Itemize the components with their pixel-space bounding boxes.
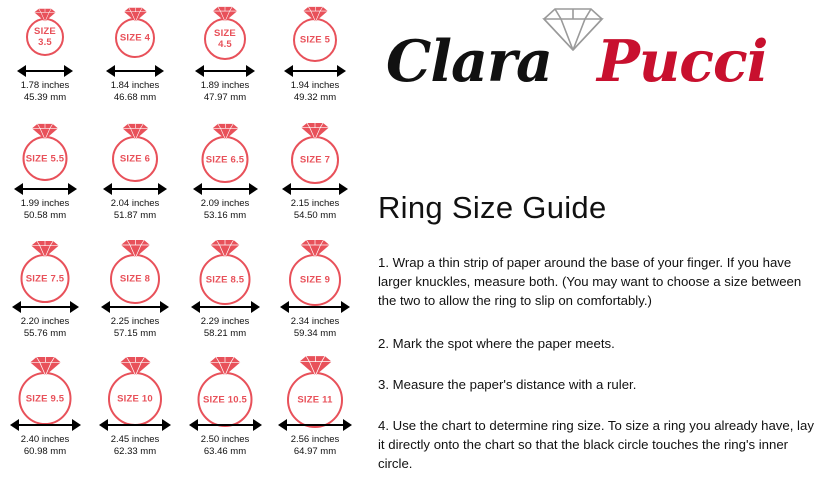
ring-band (112, 136, 158, 182)
page-title: Ring Size Guide (378, 190, 607, 225)
ring-diameter-mm: 62.33 mm (113, 445, 157, 457)
ring-band (289, 254, 341, 306)
ring-illustration (0, 356, 90, 418)
ring-size-cell (90, 2, 180, 120)
guide-step-4-number: 4. (378, 418, 389, 433)
ring-illustration (90, 356, 180, 418)
ring-illustration (90, 238, 180, 300)
guide-step-1 (378, 253, 823, 310)
ring-band (26, 18, 64, 56)
guide-step-2 (378, 334, 823, 353)
ring-band (115, 18, 155, 58)
ring-diameter-inches: 2.34 inches (290, 316, 340, 327)
ring-band (204, 18, 246, 60)
diameter-arrow (90, 64, 180, 78)
ring-diameter-inches: 1.89 inches (200, 80, 250, 91)
ring-band (23, 136, 68, 181)
diameter-arrow (270, 64, 360, 78)
diameter-arrow (0, 182, 90, 196)
ring-illustration (0, 2, 90, 64)
ring-row (0, 2, 362, 120)
ring-size-label: SIZE 7 (299, 154, 331, 166)
ring-row (0, 238, 362, 356)
ring-row (0, 356, 362, 474)
guide-panel (362, 0, 839, 501)
ring-band (110, 254, 160, 304)
ring-diameter-mm: 59.34 mm (293, 327, 337, 339)
ring-size-cell (270, 238, 360, 356)
diameter-arrow (270, 418, 360, 432)
ring-diameter-mm: 49.32 mm (293, 91, 337, 103)
ring-diameter-inches: 2.15 inches (290, 198, 340, 209)
diameter-arrow (0, 418, 90, 432)
ring-band (21, 254, 70, 303)
diameter-arrow (270, 300, 360, 314)
ring-diameter-inches: 2.25 inches (110, 316, 160, 327)
ring-band (202, 136, 249, 183)
ring-illustration (180, 238, 270, 300)
guide-step-4-text: Use the chart to determine ring size. To size a ring you already have, lay it directly onto the chart so that the black circle touches the ring's inner circle. (378, 418, 814, 471)
ring-illustration (0, 238, 90, 300)
ring-size-cell (270, 356, 360, 474)
diameter-arrow (0, 64, 90, 78)
ring-illustration (90, 120, 180, 182)
ring-diameter-inches: 2.29 inches (200, 316, 250, 327)
diameter-arrow (180, 418, 270, 432)
ring-diameter-mm: 54.50 mm (293, 209, 337, 221)
ring-size-cell (180, 238, 270, 356)
ring-illustration (270, 2, 360, 64)
ring-diameter-inches: 1.84 inches (110, 80, 160, 91)
ring-diameter-mm: 45.39 mm (23, 91, 67, 103)
ring-size-label: SIZE 9.5 (25, 393, 65, 404)
ring-diameter-mm: 57.15 mm (113, 327, 157, 339)
brand-name-second: Pucci (597, 28, 768, 95)
ring-diameter-mm: 64.97 mm (293, 445, 337, 457)
guide-step-3-text: Measure the paper's distance with a ruler. (392, 377, 637, 392)
ring-diameter-mm: 50.58 mm (23, 209, 67, 221)
ring-diameter-mm: 47.97 mm (203, 91, 247, 103)
ring-size-label: SIZE 7.5 (25, 273, 65, 284)
ring-row (0, 120, 362, 238)
ring-size-cell (180, 120, 270, 238)
ring-size-label: SIZE 6 (119, 153, 151, 165)
guide-step-4 (378, 416, 823, 473)
diameter-arrow (90, 418, 180, 432)
diameter-arrow (270, 182, 360, 196)
ring-illustration (180, 356, 270, 418)
ring-size-label: SIZE 5.5 (25, 153, 65, 164)
diameter-arrow (0, 300, 90, 314)
diameter-arrow (180, 64, 270, 78)
ring-diameter-mm: 51.87 mm (113, 209, 157, 221)
diameter-arrow (90, 182, 180, 196)
ring-diameter-inches: 1.94 inches (290, 80, 340, 91)
ring-diameter-inches: 2.09 inches (200, 198, 250, 209)
ring-size-label: SIZE 8 (119, 273, 151, 285)
ring-diameter-inches: 2.20 inches (20, 316, 70, 327)
ring-size-label: SIZE 3.5 (34, 26, 56, 48)
guide-step-3-number: 3. (378, 377, 389, 392)
ring-diameter-mm: 55.76 mm (23, 327, 67, 339)
ring-band (291, 136, 339, 184)
ring-size-label: SIZE 10.5 (202, 394, 248, 405)
guide-step-2-text: Mark the spot where the paper meets. (392, 336, 615, 351)
diameter-arrow (90, 300, 180, 314)
guide-step-2-number: 2. (378, 336, 389, 351)
ring-illustration (90, 2, 180, 64)
ring-size-label: SIZE 5 (299, 34, 331, 46)
ring-diameter-mm: 63.46 mm (203, 445, 247, 457)
ring-size-label: SIZE 4 (119, 32, 151, 44)
ring-diameter-inches: 2.45 inches (110, 434, 160, 445)
ring-diameter-inches: 2.50 inches (200, 434, 250, 445)
ring-illustration (0, 120, 90, 182)
ring-diameter-inches: 2.56 inches (290, 434, 340, 445)
ring-diameter-inches: 2.04 inches (110, 198, 160, 209)
ring-size-chart (0, 0, 362, 501)
ring-size-cell (180, 2, 270, 120)
ring-size-cell (0, 2, 90, 120)
ring-diameter-mm: 53.16 mm (203, 209, 247, 221)
guide-step-1-text: Wrap a thin strip of paper around the base of your finger. If you have larger knuckles, measure both. (You may want to choose a size between the two to allow the ring to slip on comfortably.) (378, 255, 802, 308)
brand-logo (372, 4, 832, 104)
ring-diameter-inches: 1.78 inches (20, 80, 70, 91)
ring-illustration (270, 356, 360, 418)
ring-illustration (180, 120, 270, 182)
ring-size-label: SIZE 6.5 (205, 154, 245, 165)
ring-size-cell (0, 238, 90, 356)
ring-size-cell (0, 356, 90, 474)
ring-diameter-inches: 1.99 inches (20, 198, 70, 209)
ring-size-cell (90, 238, 180, 356)
ring-size-cell (180, 356, 270, 474)
ring-illustration (270, 238, 360, 300)
ring-band (200, 254, 251, 305)
guide-step-1-number: 1. (378, 255, 389, 270)
ring-size-label: SIZE 10 (117, 393, 153, 405)
diameter-arrow (180, 182, 270, 196)
ring-size-cell (270, 2, 360, 120)
diameter-arrow (180, 300, 270, 314)
ring-diameter-mm: 60.98 mm (23, 445, 67, 457)
ring-band (293, 18, 337, 62)
ring-diameter-mm: 46.68 mm (113, 91, 157, 103)
brand-name-first: Clara (386, 28, 552, 95)
guide-step-3 (378, 375, 823, 394)
ring-size-label: SIZE 9 (299, 274, 331, 286)
ring-size-label: SIZE 8.5 (205, 274, 245, 285)
ring-size-cell (90, 120, 180, 238)
ring-diameter-inches: 2.40 inches (20, 434, 70, 445)
ring-size-cell (90, 356, 180, 474)
ring-size-label: SIZE 4.5 (214, 28, 236, 50)
ring-size-cell (270, 120, 360, 238)
ring-illustration (180, 2, 270, 64)
ring-size-label: SIZE 11 (297, 394, 333, 406)
ring-size-cell (0, 120, 90, 238)
ring-illustration (270, 120, 360, 182)
ring-diameter-mm: 58.21 mm (203, 327, 247, 339)
